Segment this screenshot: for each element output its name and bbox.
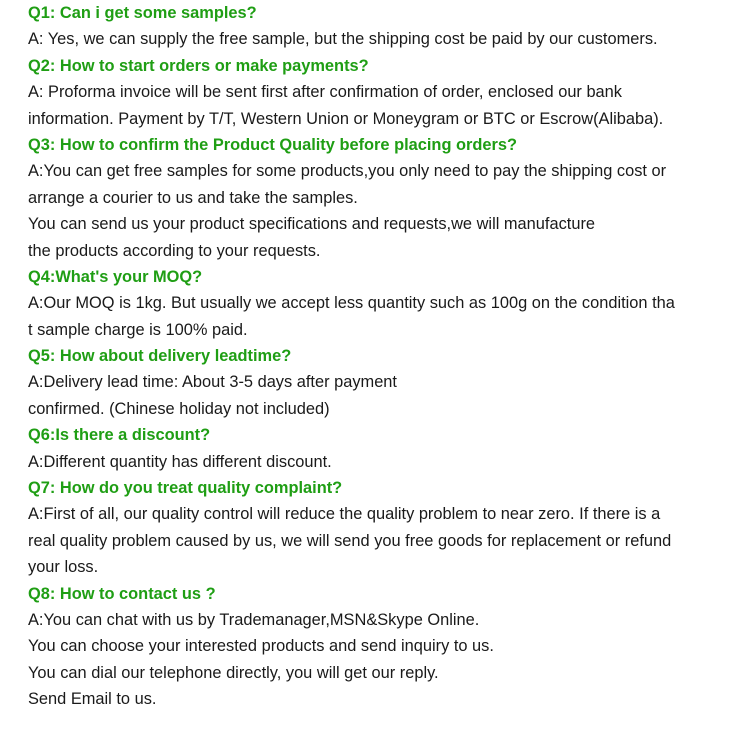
faq-answer-2-line-2: information. Payment by T/T, Western Union or Moneygram or BTC or Escrow(Alibaba).	[28, 109, 664, 128]
faq-answer-3-line-1: A:You can get free samples for some products,you only need to pay the shipping cost or	[28, 162, 667, 181]
faq-answer-6-line-1: A:Different quantity has different discount.	[28, 452, 332, 471]
faq-question-4: Q4:What's your MOQ?	[28, 267, 203, 286]
faq-answer-7-line-3: your loss.	[28, 558, 99, 577]
faq-question-3: Q3: How to confirm the Product Quality before placing orders?	[28, 135, 518, 154]
faq-answer-5-line-2: confirmed. (Chinese holiday not included)	[28, 399, 330, 418]
faq-answer-8-line-3: You can dial our telephone directly, you will get our reply.	[28, 663, 439, 682]
faq-answer-3-line-2: arrange a courier to us and take the samples.	[28, 188, 358, 207]
faq-answer-1-line-1: A: Yes, we can supply the free sample, but the shipping cost be paid by our customers.	[28, 30, 658, 49]
faq-question-7: Q7: How do you treat quality complaint?	[28, 479, 343, 498]
faq-answer-8-line-2: You can choose your interested products and send inquiry to us.	[28, 637, 494, 656]
faq-answer-4-line-2: t sample charge is 100% paid.	[28, 320, 248, 339]
faq-question-6: Q6:Is there a discount?	[28, 426, 211, 445]
faq-question-2: Q2: How to start orders or make payments?	[28, 56, 369, 75]
faq-list	[28, 0, 738, 713]
faq-answer-7-line-2: real quality problem caused by us, we will send you free goods for replacement or refund	[28, 531, 672, 550]
faq-answer-3-line-3: You can send us your product specifications and requests,we will manufacture	[28, 215, 596, 234]
faq-answer-5-line-1: A:Delivery lead time: About 3-5 days after payment	[28, 373, 397, 392]
faq-answer-8-line-1: A:You can chat with us by Trademanager,MSN&Skype Online.	[28, 610, 480, 629]
faq-answer-4-line-1: A:Our MOQ is 1kg. But usually we accept less quantity such as 100g on the condition tha	[28, 294, 675, 313]
faq-answer-8-line-4: Send Email to us.	[28, 690, 157, 709]
faq-question-8: Q8: How to contact us ?	[28, 584, 216, 603]
faq-answer-3-line-4: the products according to your requests.	[28, 241, 321, 260]
faq-answer-7-line-1: A:First of all, our quality control will reduce the quality problem to near zero. If there is a	[28, 505, 661, 524]
faq-question-5: Q5: How about delivery leadtime?	[28, 347, 292, 366]
faq-question-1: Q1: Can i get some samples?	[28, 4, 257, 22]
faq-answer-2-line-1: A: Proforma invoice will be sent first after confirmation of order, enclosed our bank	[28, 83, 622, 102]
